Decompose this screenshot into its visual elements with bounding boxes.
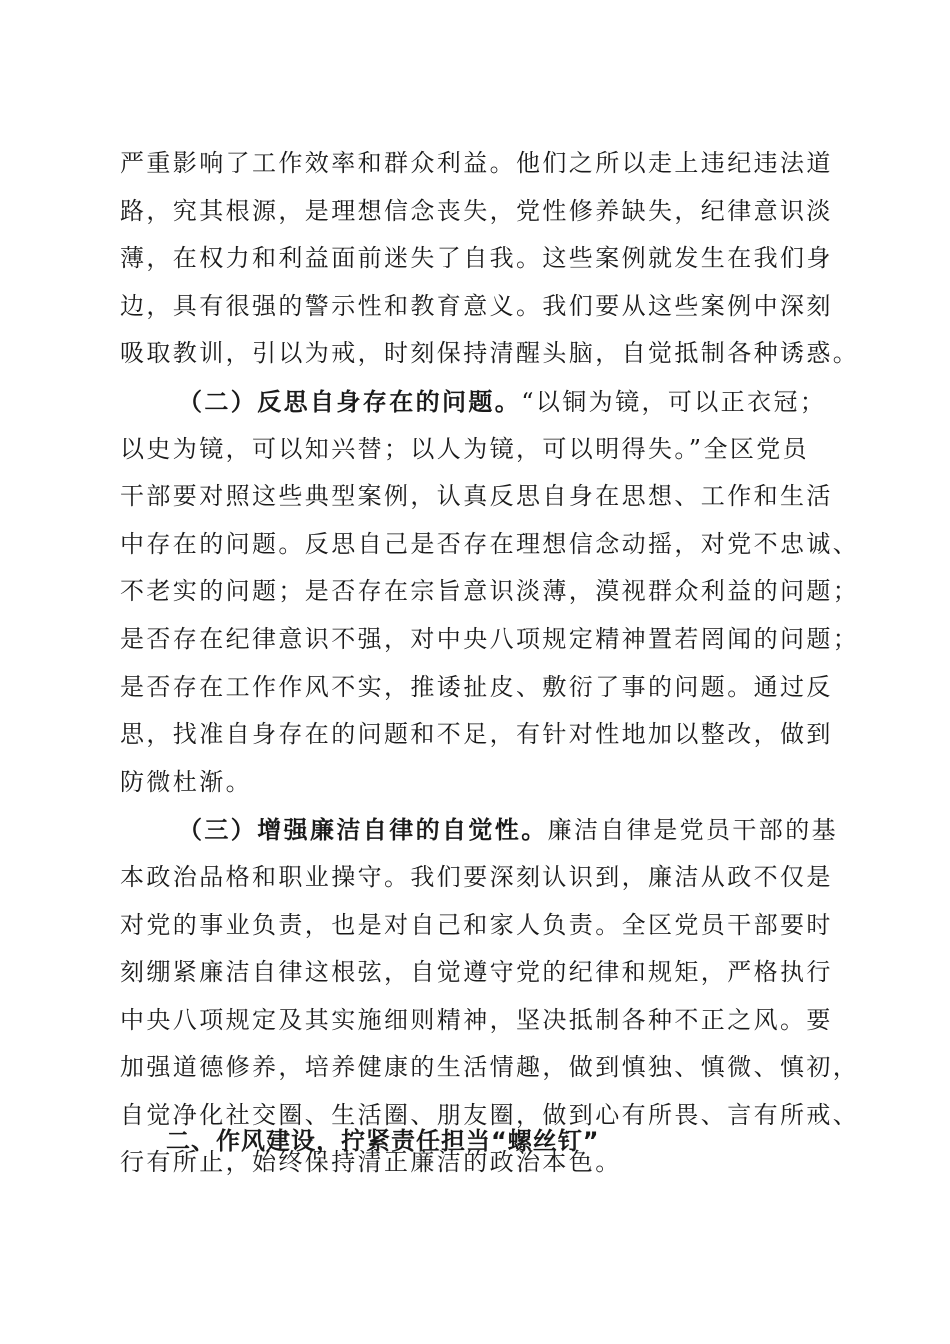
text-line: 防微杜渐。 [120,767,252,796]
text-line: 刻绷紧廉洁自律这根弦，自觉遵守党的纪律和规矩，严格执行 [120,958,833,987]
text-line: 是否存在纪律意识不强，对中央八项规定精神置若罔闻的问题； [120,624,860,653]
text-line: 自觉净化社交圈、生活圈、朋友圈，做到心有所畏、言有所戒、 [120,1100,860,1129]
subheading-3: （三）增强廉洁自律的自觉性。 [178,815,548,845]
subheading-2: （二）反思自身存在的问题。 [178,386,522,416]
text-line: 路，究其根源，是理想信念丧失，党性修养缺失，纪律意识淡 [120,196,833,225]
text-line: 干部要对照这些典型案例，认真反思自身在思想、工作和生活 [120,482,833,511]
text-line: 加强道德修养，培养健康的生活情趣，做到慎独、慎微、慎初， [120,1053,860,1082]
paragraph-1 [120,140,860,378]
document-body [120,140,860,1187]
text-line [120,806,839,854]
text-line: 不老实的问题；是否存在宗旨意识淡薄，漠视群众利益的问题； [120,577,860,606]
text-line [120,378,832,426]
text-line: 严重影响了工作效率和群众利益。他们之所以走上违纪违法道 [120,149,833,177]
text-line: 中存在的问题。反思自己是否存在理想信念动摇，对党不忠诚、 [120,529,860,558]
text-line: 对党的事业负责，也是对自己和家人负责。全区党员干部要时 [120,910,833,939]
text-line: 是否存在工作作风不实，推诿扯皮、敷衍了事的问题。通过反 [120,672,833,701]
text-line: 边，具有很强的警示性和教育意义。我们要从这些案例中深刻 [120,291,833,320]
text-span: 廉洁自律是党员干部的基 [547,816,839,845]
text-line: 思，找准自身存在的问题和不足，有针对性地加以整改，做到 [120,720,833,749]
text-line: 薄，在权力和利益面前迷失了自我。这些案例就发生在我们身 [120,244,833,273]
section-heading: 二、作风建设，拧紧责任担当“螺丝钉” [166,1127,600,1155]
text-line: 中央八项规定及其实施细则精神，坚决抵制各种不正之风。要 [120,1005,833,1034]
text-line: 以史为镜，可以知兴替；以人为镜，可以明得失。”全区党员 [120,434,810,463]
text-line: 本政治品格和职业操守。我们要深刻认识到，廉洁从政不仅是 [120,862,833,891]
paragraph-2 [120,378,860,806]
text-span: “以铜为镜，可以正衣冠； [521,387,827,416]
text-line: 行有所止，始终保持清正廉洁的政治本色。 [120,1148,622,1177]
text-line: 吸取教训，引以为戒，时刻保持清醒头脑，自觉抵制各种诱惑。 [120,339,860,368]
